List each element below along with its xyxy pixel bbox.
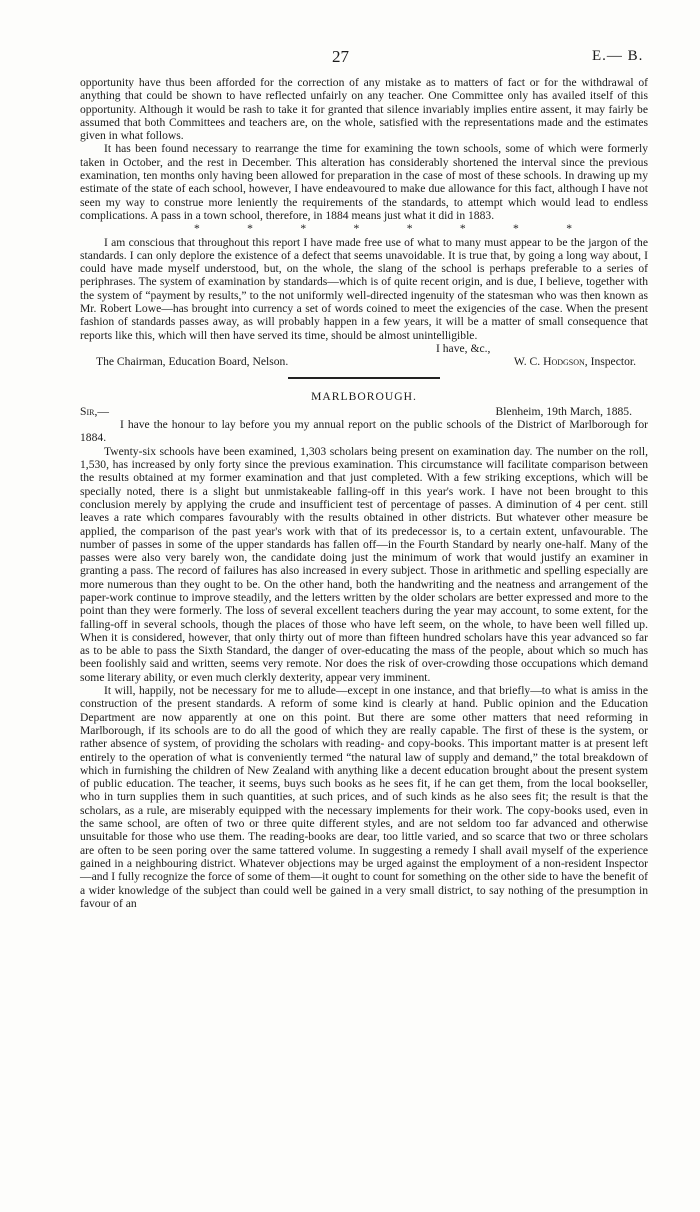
page-header: [0, 47, 700, 72]
section-title: MARLBOROUGH.: [311, 389, 417, 403]
page-body: [80, 76, 648, 910]
section-divider: [288, 377, 440, 379]
paragraph: I am conscious that throughout this report I have made free use of what to many must appear to be the jargon of the standards. I can only deplore the existence of a defect that seems unavoidable. It is true that, by going a long way about, I could have made myself understood, but, on the whole, the slang of the school is perhaps preferable to a series of periphrases. The system of examination by standards—which is of quite recent origin, and is due, I believe, together with the system of “payment by results,” to the not uniformly well-directed ingenuity of the statesman who was then known as Mr. Robert Lowe—has brought into currency a set of words coined to meet the exigencies of the case. When the present fashion of standards passes away, as will probably happen in a few years, it will be a matter of small consequence that reports like this, which will then have served its time, should be almost unintelligible.: [80, 235, 648, 342]
asterisk: *: [194, 222, 200, 236]
signature: [514, 355, 648, 368]
signature-block: [80, 355, 648, 368]
asterisk: *: [566, 222, 572, 236]
paragraph: It will, happily, not be necessary for me to allude—except in one instance, and that briefly—to what is amiss in the construction of the present standards. A reform of some kind is clearly at hand. Public opinion and the Education Department are now apparently at one on this point. But there are some other matters that need reforming in Marlborough, if its schools are to do all the good of which they are really capable. The first of these is the system, or rather absence of system, of providing the scholars with reading- and copy-books. This important matter is at present left entirely to the operation of what is conveniently termed “the natural law of supply and demand,” the total breakdown of which in furnishing the children of New Zealand with anything like a decent education brought about the present system of public education. The teacher, it seems, buys such books as he sees fit, if he can get them, from the local bookseller, who in turn supplies them in such quantities, at such prices, and of such kinds as he also sees fit; the result is that the scholars, as a rule, are miserably equipped with the necessary implements for their work. The copy-books used, even in the same school, are often of two or three quite different styles, and are not seldom too far advanced and otherwise unsuitable for those who use them. The reading-books are dear, too little varied, and so scarce that two or three scholars are often to be seen poring over the same tattered volume. In suggesting a remedy I shall avail myself of the experience gained in a neighbouring district. Whatever objections may be urged against the employment of a non-resident Inspector—and I fully recognize the force of some of them—it ought to count for something on the other side to have the benefit of a wider knowledge of the subject than could well be gained in a very small district, to say nothing of the presumption in favour of an: [80, 684, 648, 910]
running-head: E.— B.: [592, 48, 644, 64]
asterisk: *: [353, 222, 360, 236]
paragraph: opportunity have thus been afforded for the correction of any mistake as to matters of fact or for the withdrawal of anything that could be shown to have reflected unfairly on any teacher. One Committee only has availed itself of this opportunity. Although it would be rash to take it for granted that silence invariably implies entire assent, it may fairly be assumed that both Committees and teachers are, on the whole, satisfied with the representations made and the estimates given in what follows.: [80, 76, 648, 143]
asterisk: *: [406, 222, 413, 236]
dateline: Blenheim, 19th March, 1885.: [495, 404, 632, 418]
paragraph: I have the honour to lay before you my annual report on the public schools of the District of Marlborough for 1884.: [80, 418, 648, 445]
asterisk: *: [513, 222, 519, 236]
page-number: 27: [332, 47, 349, 66]
asterisk-separator: [80, 222, 648, 235]
signature-name: W. C. Hodgson,: [513, 355, 588, 369]
closing: I have, &c.,: [436, 341, 491, 355]
signature-title: Inspector.: [590, 355, 636, 369]
asterisk: *: [459, 222, 466, 236]
asterisk: *: [247, 222, 253, 236]
nelson-report-conclusion: [80, 76, 648, 369]
salutation: Sir,—: [80, 404, 109, 418]
marlborough-report: [80, 390, 648, 911]
addressee: The Chairman, Education Board, Nelson.: [96, 355, 289, 369]
paragraph: Twenty-six schools have been examined, 1,303 scholars being present on examination day. The number on the roll, 1,530, has increased by only forty since the previous examination. This circumstance will facilitate comparison between the results obtained at my former examination and that just completed. With a few striking exceptions, which will be specially noted, there is a slight but unmistakeable falling-off in this year's work. I have not been brought to this conclusion merely by applying the crude and insufficient test of percentage of passes. A diminution of 4 per cent. still leaves a rate which compares favourably with the results obtained in other districts. But whatever other measure be applied, the comparison of the past year's work with that of its predecessor is, to a certain extent, unfavourable. The number of passes in some of the upper standards has fallen off—in the Fourth Standard by nearly one-half. Many of the passes were also very barely won, the candidate doing just the minimum of work that would justify an examiner in granting a pass. The record of failures has also increased in every subject. Those in arithmetic and spelling especially are more numerous than they ought to be. On the other hand, both the handwriting and the neatness and arrangement of the paper-work continue to improve steadily, and the letters written by the older scholars are better expressed and more to the point than they were formerly. The loss of several excellent teachers during the year may account, to some extent, for the falling-off in several schools, though the places of those who have left seem, on the whole, to have been well filled up. When it is considered, however, that only thirty out of more than fifteen hundred scholars have this year advanced so far as to be able to pass the Sixth Standard, the danger of over-educating the mass of the people, about which so much has been foolishly said and written, seems very remote. Nor does the risk of over-crowding those occupations which demand some literary ability, or even much clerkly dexterity, appear very imminent.: [80, 444, 648, 684]
paragraph: It has been found necessary to rearrange the time for examining the town schools, some of which were formerly taken in October, and the rest in December. This alteration has considerably shortened the interval since the previous examination, ten months only having been allowed for preparation in the case of most of these schools. In drawing up my estimate of the state of each school, however, I have endeavoured to make due allowance for this fact, although I have not seen my way to construe more leniently the requirements of the standards, to attempt which would lead to endless complications. A pass in a town school, therefore, in 1884 means just what it did in 1883.: [80, 142, 648, 222]
asterisk: *: [300, 222, 307, 236]
salutation-row: [80, 405, 648, 418]
